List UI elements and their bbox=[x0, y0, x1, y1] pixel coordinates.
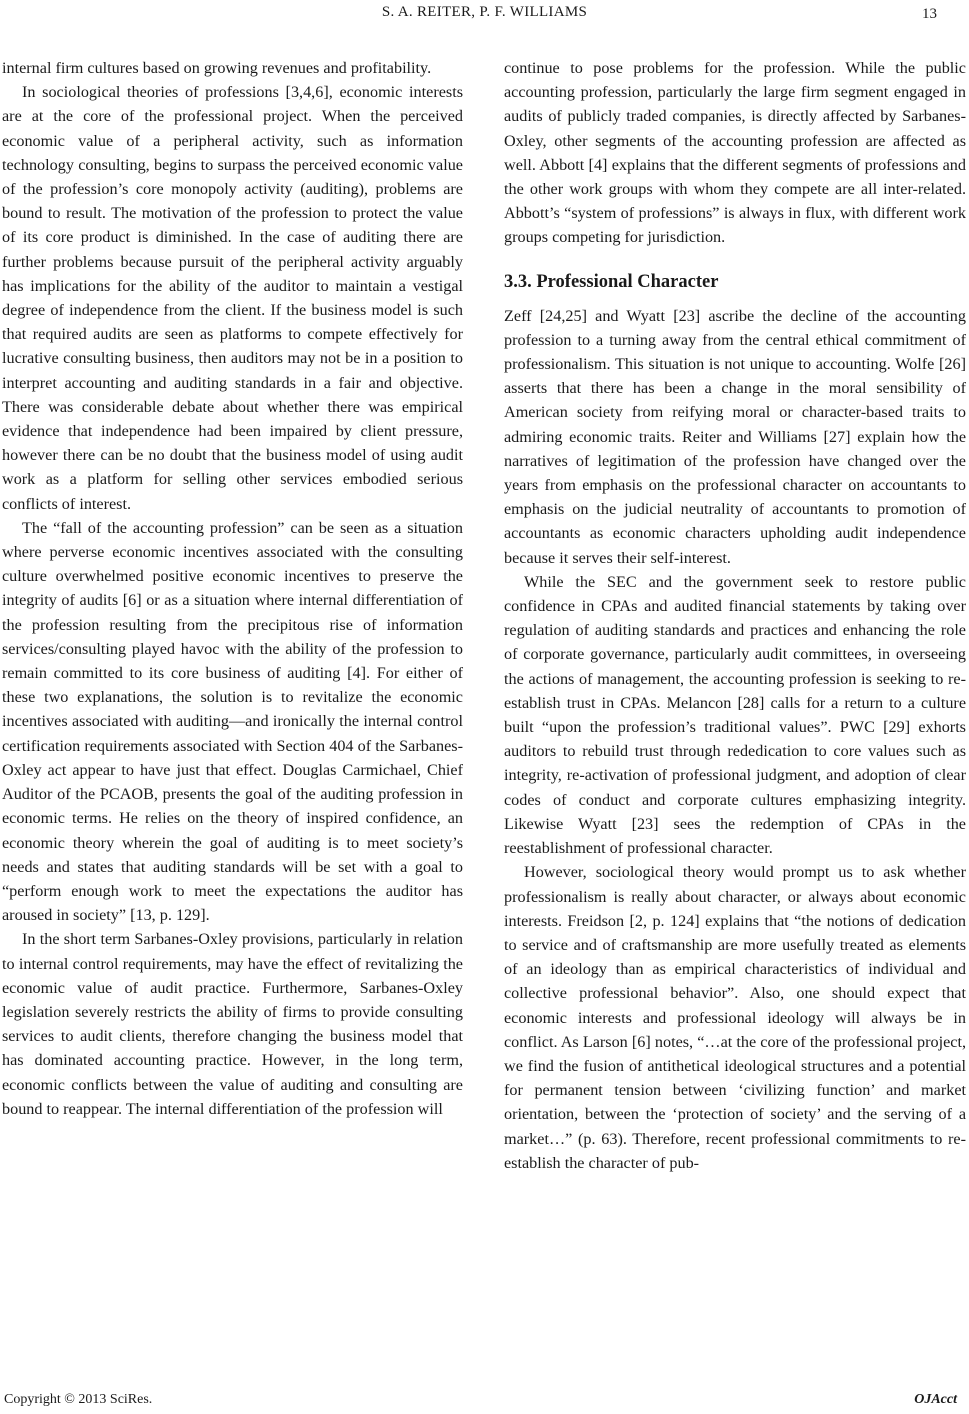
section-heading: 3.3. Professional Character bbox=[504, 271, 719, 292]
page-number: 13 bbox=[922, 6, 937, 22]
copyright-notice: Copyright © 2013 SciRes. bbox=[4, 1392, 153, 1407]
paragraph: internal firm cultures based on growing revenues and profitability. bbox=[2, 59, 432, 77]
paragraph: The “fall of the accounting profession” can be seen as a situation where perverse economic incentives associated with the consulting culture overwhelmed positive economic incentives to preserve the integrity of audits [6] or as a situation where internal differentiation of the profession resulting from the precipitous rise of information services/consulting played havoc with the ability of the profession to remain committed to its core business of auditing [4]. For either of these two explanations, the solution is to revitalize the economic incentives associated with auditing—and ironically the internal control certification requirements associated with Section 404 of the Sarbanes-Oxley act appear to have just that effect. Douglas Carmichael, Chief Auditor of the PCAOB, presents the goal of the auditing profession in economic terms. He relies on the theory of inspired confidence, an economic theory wherein the goal of auditing is to meet society’s needs and states that auditing standards will be set with a goal to “perform enough work to meet the expectations the auditor has aroused in society” [13, p. 129]. bbox=[2, 518, 463, 925]
left-column bbox=[2, 56, 463, 1121]
paragraph: In sociological theories of professions [3,4,6], economic interests are at the core of the professional project. When the perceived economic value of a peripheral activity, such as information technology consulting, begins to surpass the perceived economic value of the profession’s core monopoly activity (auditing), problems are bound to result. The motivation of the profession to protect the value of its core product is diminished. In the case of auditing there are further problems because pursuit of the peripheral activity arguably has implications for the ability of the auditor to maintain a vestigal degree of independence from the client. If the business model is such that required audits are seen as platforms to compete effectively for lucrative consulting business, then auditors may not be in a position to interpret accounting and auditing standards in a fair and objective. There was considerable debate about whether there was empirical evidence that independence had been impaired by client pressure, however there can be no doubt that the business model of using audit work as a platform for selling other services embodied serious conflicts of interest. bbox=[2, 83, 463, 513]
right-column bbox=[504, 56, 966, 1175]
paragraph: However, sociological theory would prompt us to ask whether professionalism is really about character, or always about economic interests. Freidson [2, p. 124] explains that “the notions of dedication to service and of craftsmanship are more usefully treated as elements of an ideology than as empirical characteristics of individual and collective professional behavior”. Also, one should expect that economic interests and professional ideology will always be in conflict. As Larson [6] notes, “…at the core of the professional project, we find the fusion of antithetical ideological structures and a potential for permanent tension between ‘civilizing function’ and market orientation, between the ‘protection of society’ and the serving of a market…” (p. 63). Therefore, recent professional commitments to re-establish the character of pub- bbox=[504, 863, 966, 1172]
paragraph: While the SEC and the government seek to restore public confidence in CPAs and audited financial statements by taking over regulation of auditing standards and practices and enhancing the role of corporate governance, particularly audit committees, in overseeing the actions of management, the accounting profession is seeking to re-establish trust in CPAs. Melancon [28] calls for a return to a culture built “upon the profession’s traditional values”. PWC [29] exhorts auditors to rebuild trust through rededication to core values such as integrity, re-activation of professional judgment, and adoption of clear codes of conduct and corporate cultures emphasizing integrity. Likewise Wyatt [23] sees the redemption of CPAs in the reestablishment of professional character. bbox=[504, 572, 966, 858]
paragraph: continue to pose problems for the profession. While the public accounting profession, particularly the large firm segment engaged in audits of publicly traded companies, is directly affected by Sarbanes-Oxley, other segments of the accounting profession are affected as well. Abbott [4] explains that the different segments of professions and the other work groups with whom they compete are all inter-related. Abbott’s “system of professions” is always in flux, with different work groups competing for jurisdiction. bbox=[504, 59, 966, 247]
page-header bbox=[0, 4, 969, 30]
journal-name: OJAcct bbox=[914, 1392, 957, 1407]
page-footer bbox=[0, 1392, 969, 1412]
running-head-authors: S. A. REITER, P. F. WILLIAMS bbox=[381, 4, 588, 20]
paragraph: Zeff [24,25] and Wyatt [23] ascribe the decline of the accounting profession to a turning away from the central ethical commitment of professionalism. This situation is not unique to accounting. Wolfe [26] asserts that there has been a change in the moral sensibility of American society from reifying moral or character-based traits to admiring economic traits. Reiter and Williams [27] explain how the narratives of legitimation of the profession have changed over the years from emphasis on the professional character on accountants to emphasis on the judicial neutrality of accountants to promotion of accountants as economic characters upholding audit independence because it serves their self-interest. bbox=[504, 306, 966, 567]
paragraph: In the short term Sarbanes-Oxley provisions, particularly in relation to internal control requirements, may have the effect of revitalizing the economic value of audit practice. Furthermore, Sarbanes-Oxley legislation severely restricts the ability of firms to provide consulting services to audit clients, therefore changing the business model that has dominated accounting practice. However, in the long term, economic conflicts between the value of auditing and consulting are bound to reappear. The internal differentiation of the profession will bbox=[2, 930, 463, 1118]
